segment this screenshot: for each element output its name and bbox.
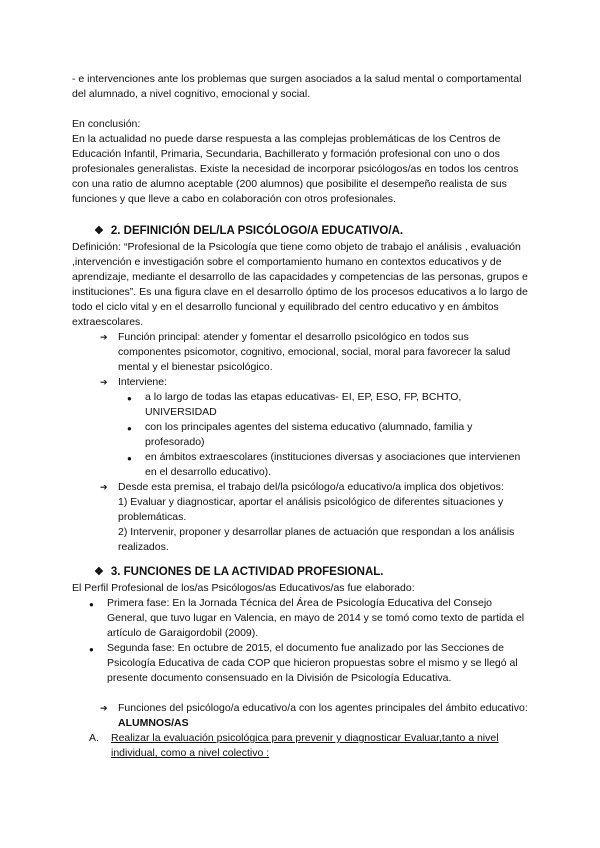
list-item	[72, 641, 532, 686]
list-item	[72, 701, 532, 731]
dot-bullet-icon: ●	[89, 600, 94, 609]
list-item	[72, 596, 532, 641]
section-2-title: 2. DEFINICIÓN DEL/LA PSICÓLOGO/A EDUCATIVO/A.	[110, 225, 404, 237]
interviene-item: con los principales agentes del sistema educativo (alumnado, familia y profesorado)	[145, 421, 473, 448]
interviene-item: en ámbitos extraescolares (instituciones diversas y asociaciones que intervienen en el desarrollo educativo).	[145, 451, 521, 478]
list-item	[72, 480, 532, 555]
page-content	[72, 72, 532, 761]
list-item	[72, 731, 532, 761]
item-a-text: Realizar la evaluación psicológica para prevenir y diagnosticar Evaluar,tanto a nivel individual, como a nivel colectivo :	[111, 732, 499, 759]
arrow-bullet-icon: ➔	[100, 703, 108, 713]
item-a-letter: A.	[89, 732, 99, 744]
diamond-bullet-icon: ❖	[94, 225, 104, 237]
arrow-bullet-icon: ➔	[100, 377, 108, 387]
dot-bullet-icon: ●	[127, 424, 132, 433]
objetivo-1-text: 1) Evaluar y diagnosticar, aportar el análisis psicológico de diferentes situaciones y problemáticas.	[118, 496, 504, 523]
interviene-label: Interviene:	[118, 376, 168, 388]
list-item	[72, 375, 532, 390]
list-item	[72, 330, 532, 375]
dot-bullet-icon: ●	[127, 454, 132, 463]
fase-item: Primera fase: En la Jornada Técnica del Área de Psicología Educativa del Consejo General, que tuvo lugar en Valencia, en mayo de 2014 y se tomó como texto de partida el artículo de Garaigordobil (2009).	[107, 597, 525, 639]
funciones-text: Funciones del psicólogo/a educativo/a con los agentes principales del ámbito educativo:	[118, 702, 528, 714]
section-3-intro: El Perfil Profesional de los/as Psicólogos/as Educativos/as fue elaborado:	[72, 582, 415, 594]
definition-paragraph: Definición: “Profesional de la Psicología que tiene como objeto de trabajo el análisis , evaluación ,intervención e investigación sobre el comportamiento humano en contextos educativos y de aprendizaje, mediante el desarrollo de las capacidades y competencias de las personas, grupos e instituciones”. Es una figura clave en el desarrollo óptimo de los procesos educativos a lo largo de todo el ciclo vital y en el desarrollo funcional y equilibrado del centro educativo y en ámbitos extraescolares.	[72, 241, 528, 328]
arrow-bullet-icon: ➔	[100, 482, 108, 492]
conclusion-paragraph: En la actualidad no puede darse respuesta a las complejas problemáticas de los Centros de Educación Infantil, Primaria, Secundaria, Bachillerato y formación profesional con uno o dos profesionales generalistas. Existe la necesidad de incorporar psicólogos/as en todos los centros con una ratio de alumno aceptable (200 alumnos) que posibilite el desempeño realista de sus funciones y que lleve a cabo en colaboración con otros profesionales.	[72, 133, 519, 205]
list-item	[72, 420, 532, 450]
section-2-heading	[94, 224, 532, 239]
dot-bullet-icon: ●	[127, 394, 132, 403]
funciones-bold-label: ALUMNOS/AS	[118, 717, 189, 729]
funcion-principal-text: Función principal: atender y fomentar el desarrollo psicológico en todos sus componentes psicomotor, cognitivo, emocional, social, moral para favorecer la salud mental y el bienestar psicológico.	[118, 331, 511, 373]
interviene-item: a lo largo de todas las etapas educativas- EI, EP, ESO, FP, BCHTO, UNIVERSIDAD	[145, 391, 462, 418]
premisa-block	[118, 480, 532, 555]
objetivo-2-text: 2) Intervenir, proponer y desarrollar planes de actuación que respondan a los análisis realizados.	[118, 526, 515, 553]
section-3-title: 3. FUNCIONES DE LA ACTIVIDAD PROFESIONAL.	[110, 566, 384, 578]
fase-item: Segunda fase: En octubre de 2015, el documento fue analizado por las Secciones de Psicología Educativa de cada COP que hicieron propuestas sobre el mismo y se llegó al presente documento consensuado en la División de Psicología Educativa.	[107, 642, 518, 684]
funciones-block	[118, 701, 532, 731]
conclusion-label: En conclusión:	[72, 118, 141, 130]
premisa-text: Desde esta premisa, el trabajo del/la psicólogo/a educativo/a implica dos objetivos:	[118, 481, 504, 493]
list-item	[72, 450, 532, 480]
intro-paragraph: - e intervenciones ante los problemas que surgen asociados a la salud mental o comportamental del alumnado, a nivel cognitivo, emocional y social.	[72, 73, 522, 100]
arrow-bullet-icon: ➔	[100, 332, 108, 342]
section-3-heading	[94, 565, 532, 580]
list-item	[72, 390, 532, 420]
dot-bullet-icon: ●	[89, 645, 94, 654]
diamond-bullet-icon: ❖	[94, 566, 104, 578]
